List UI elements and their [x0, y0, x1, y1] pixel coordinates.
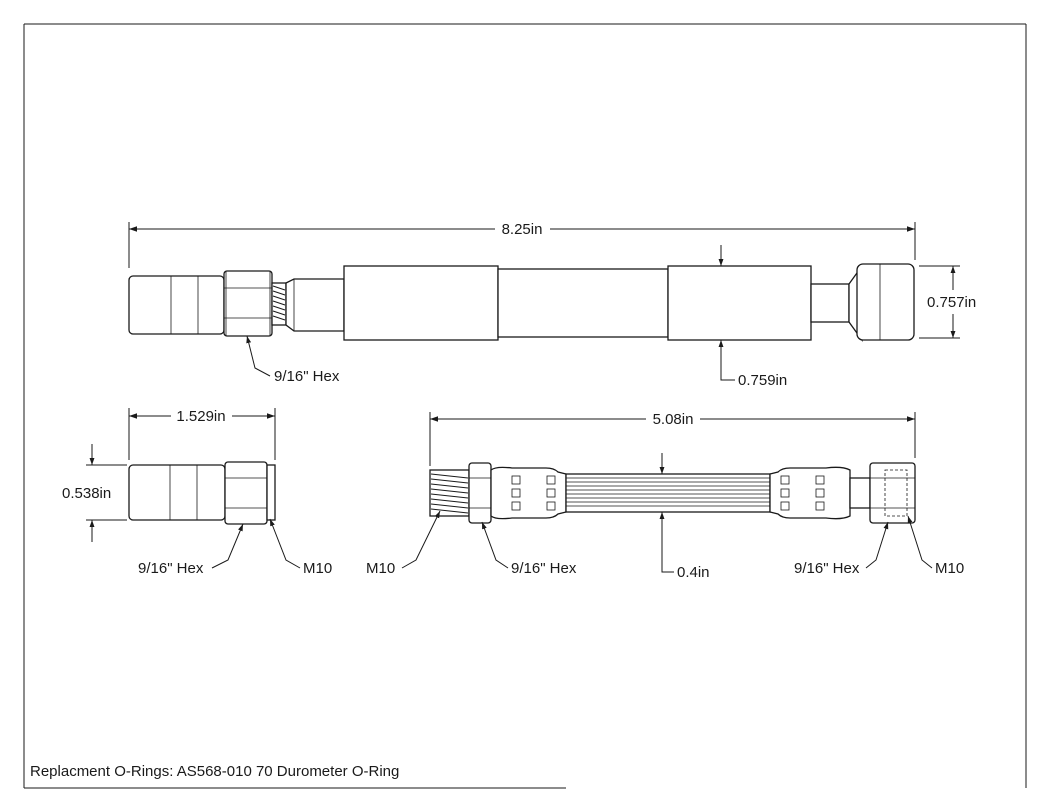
braided-right-nut	[850, 478, 870, 508]
braided-right-hex	[870, 463, 915, 523]
replacement-orings-note: Replacment O-Rings: AS568-010 70 Durometer O-Ring	[30, 763, 400, 780]
full-assembly-view	[129, 221, 976, 389]
right-stem	[811, 284, 849, 322]
braided-left-hex	[469, 463, 491, 523]
callout-thread-adapter: M10	[303, 560, 333, 577]
dim-overall-length: 8.25in	[501, 221, 543, 238]
adapter-view	[62, 408, 332, 577]
hose-body	[498, 269, 668, 337]
callout-hex-left: 9/16" Hex	[511, 560, 577, 577]
dim-adapter-diameter: 0.538in	[62, 485, 112, 502]
crimp-sleeve-right	[668, 266, 811, 340]
left-threaded-end	[430, 470, 469, 516]
braided-hose	[566, 474, 770, 512]
adapter-hex-nut	[225, 462, 267, 524]
crimp-sleeve-left	[344, 266, 498, 340]
callout-thread-left: M10	[366, 560, 396, 577]
right-end-cap	[857, 264, 914, 340]
dim-adapter-length: 1.529in	[176, 408, 226, 425]
dim-end-diameter: 0.757in	[927, 294, 977, 311]
ferrule-taper	[286, 279, 344, 331]
callout-hex-adapter: 9/16" Hex	[138, 560, 204, 577]
sheet-border	[24, 24, 1026, 788]
dim-braided-length: 5.08in	[652, 411, 694, 428]
callout-thread-right: M10	[935, 560, 965, 577]
braided-hose-view	[366, 411, 964, 581]
left-end-cap	[129, 276, 224, 334]
dim-hose-diameter: 0.759in	[738, 372, 788, 389]
braided-right-fitting	[770, 467, 850, 518]
callout-hex-right: 9/16" Hex	[794, 560, 860, 577]
callout-hex-top: 9/16" Hex	[274, 368, 340, 385]
top-thread	[272, 283, 286, 325]
dim-braided-diameter: 0.4in	[677, 564, 710, 581]
left-hex-nut	[224, 271, 272, 336]
adapter-thread-end	[267, 465, 275, 520]
adapter-body	[129, 465, 225, 520]
